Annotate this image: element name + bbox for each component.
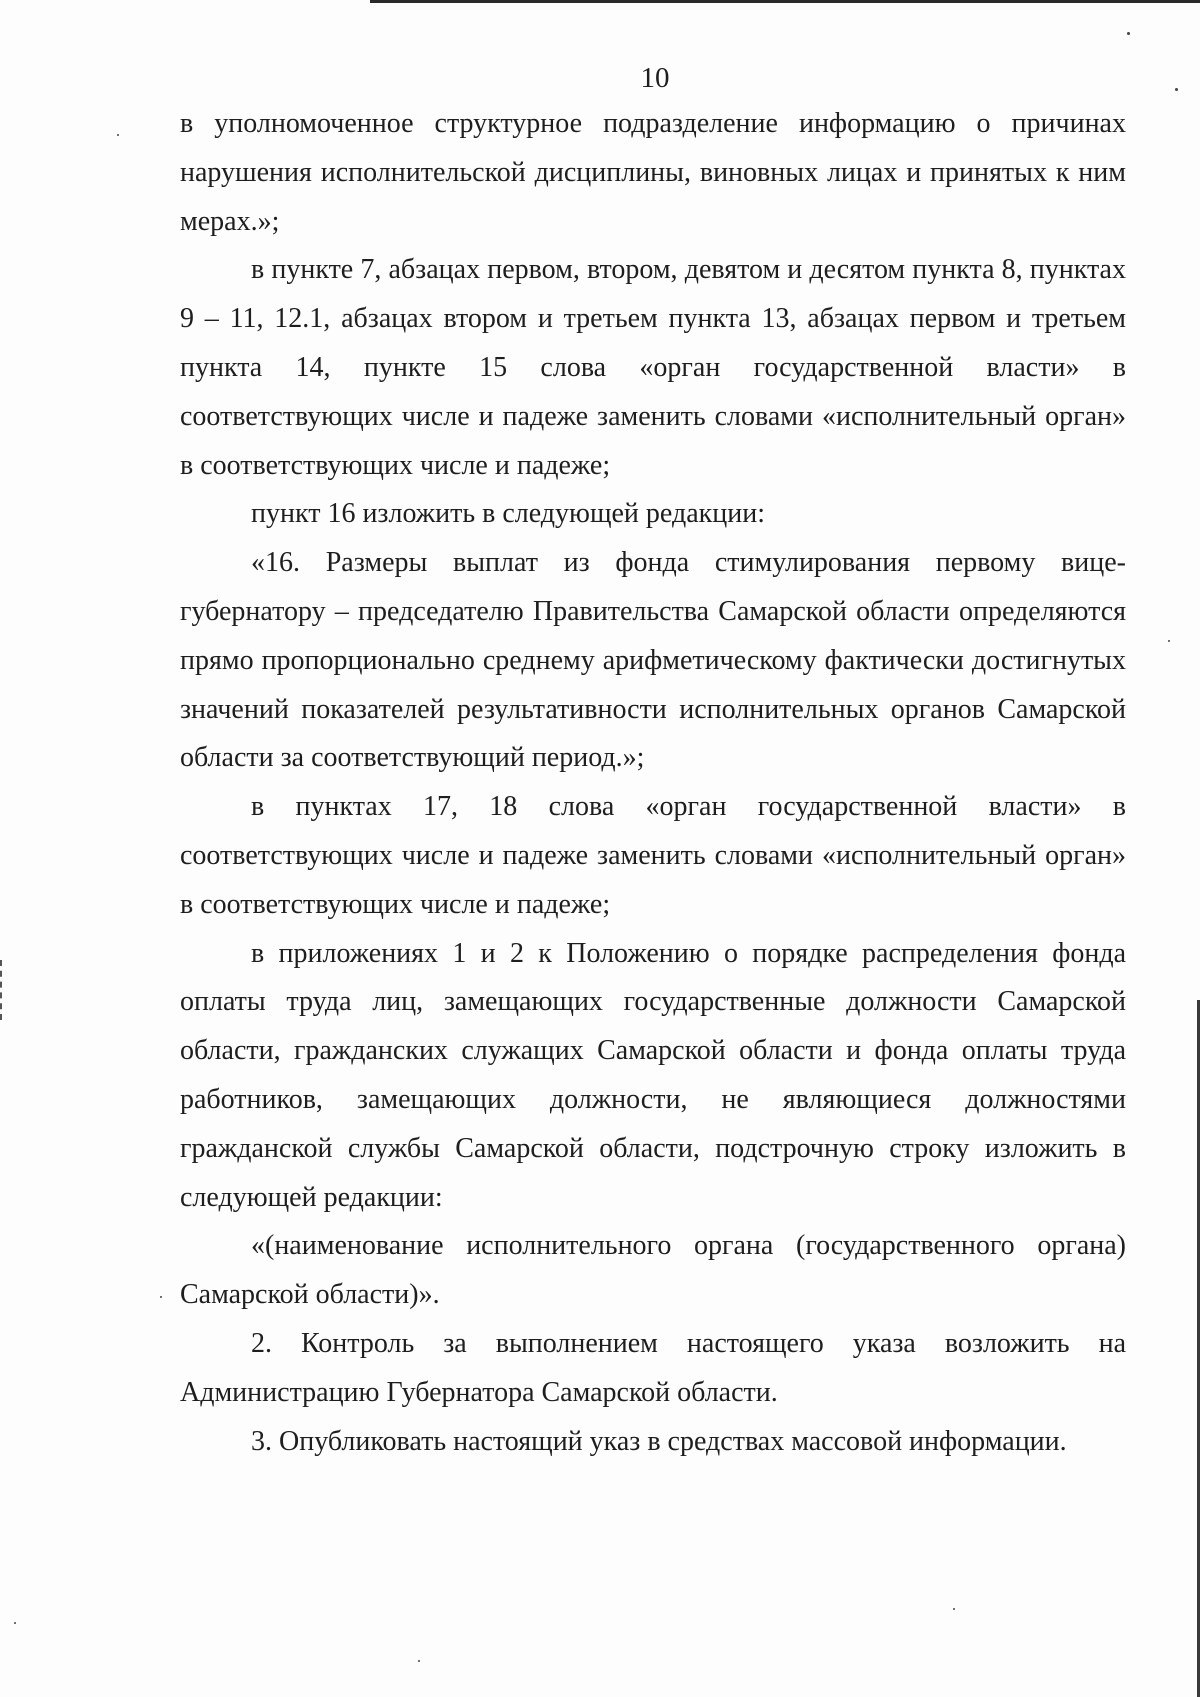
scan-speck [160,1296,162,1298]
paragraph: «(наименование исполнительного органа (государственного органа) Самарской области)». [180,1230,1126,1311]
paragraph: пункт 16 изложить в следующей редакции: [251,498,765,530]
paragraph: в пунктах 17, 18 слова «орган государственной власти» в соответствующих числе и падеже заменить словами «исполнительный орган» в соответствующих числе и падеже; [180,791,1126,920]
scan-speck [1168,640,1170,642]
scan-speck [117,134,119,136]
paragraph: 3. Опубликовать настоящий указ в средствах массовой информации. [251,1425,1067,1457]
paragraph: «16. Размеры выплат из фонда стимулирования первому вице-губернатору – председателю Правительства Самарской области определяются прямо пропорционально среднему арифметическому фактически достигнутых значений показателей результативности исполнительных органов Самарской области за соответствующий период.»; [180,547,1126,774]
paragraph: в пункте 7, абзацах первом, втором, девятом и десятом пункта 8, пунктах 9 – 11, 12.1, абзацах втором и третьем пункта 13, абзацах первом и третьем пункта 14, пункте 15 слова «орган государственной власти» в соответствующих числе и падеже заменить словами «исполнительный орган» в соответствующих числе и падеже; [180,254,1126,481]
scan-speck [1127,32,1130,35]
document-body [180,100,1126,1466]
scan-edge-line [370,0,1200,3]
scan-speck [418,1660,420,1662]
scan-edge-mark [0,960,4,1020]
paragraph: в приложениях 1 и 2 к Положению о порядке распределения фонда оплаты труда лиц, замещающих государственные должности Самарской области, гражданских служащих Самарской области и фонда оплаты труда работников, замещающих должности, не являющиеся должностями гражданской службы Самарской области, подстрочную строку изложить в следующей редакции: [180,937,1126,1213]
scan-speck [953,1608,955,1610]
paragraph: в уполномоченное структурное подразделение информацию о причинах нарушения исполнительской дисциплины, виновных лицах и принятых к ним мерах.»; [180,108,1126,237]
paragraph: 2. Контроль за выполнением настоящего указа возложить на Администрацию Губернатора Самарской области. [180,1327,1126,1408]
page-number: 10 [640,62,670,94]
scan-speck [14,1622,16,1624]
